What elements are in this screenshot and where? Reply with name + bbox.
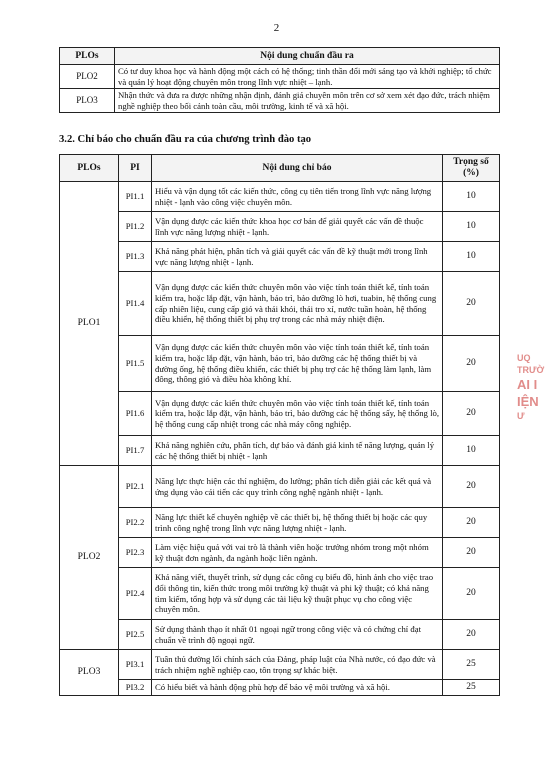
indicator-cell: Năng lực thiết kế chuyên nghiệp về các thiết bị, hệ thống thiết bị hoặc các quy trình công nghệ trong lĩnh vực năng lượng nhiệt - lạnh. [152, 508, 443, 538]
stamp-text: IỆN [517, 394, 539, 409]
plo-group-cell: PLO3 [60, 650, 119, 696]
weight-cell: 10 [443, 436, 500, 466]
section-title: 3.2. Chỉ báo cho chuẩn đầu ra của chương trình đào tạo [59, 134, 312, 145]
column-header-content: Nội dung chuẩn đầu ra [115, 48, 500, 65]
indicator-cell: Khả năng viết, thuyết trình, sử dụng các công cụ biểu đồ, hình ảnh cho việc trao đổi thông tin, kiến thức trong môi trường kỹ thuật và phi kỹ thuật; có khả năng tìm kiếm, tổng hợp và sử dụng các tài liệu kỹ thuật phục vụ cho công việc chuyên môn. [152, 568, 443, 620]
weight-cell: 20 [443, 508, 500, 538]
pi-cell: PI1.2 [119, 212, 152, 242]
page-number: 2 [273, 22, 280, 34]
indicator-cell: Sử dụng thành thạo ít nhất 01 ngoại ngữ trong công việc và có chứng chỉ đạt chuẩn về trình độ ngoại ngữ. [152, 620, 443, 650]
plo-content-table [59, 47, 500, 113]
red-seal-stamp [517, 352, 553, 452]
table-header-row [60, 155, 500, 182]
weight-cell: 20 [443, 620, 500, 650]
indicator-cell: Vận dụng được các kiến thức khoa học cơ bản để giải quyết các vấn đề thuộc lĩnh vực năng lượng nhiệt - lạnh. [152, 212, 443, 242]
pi-cell: PI3.1 [119, 650, 152, 680]
column-header-plos: PLOs [60, 48, 115, 65]
table-row [60, 89, 500, 113]
indicator-cell: Vận dụng được các kiến thức chuyên môn vào việc tính toán thiết kế, tính toán kiểm tra, hoặc lắp đặt, vận hành, bảo trì, bảo dưỡng lò hơi, tuabin, hệ thống cung cấp nhiên liệu, cung cấp gió và thải khói, thải tro xỉ, nước tuần hoàn, hệ thống điều khiển, hệ thống thiết bị phụ trợ trong các nhà máy nhiệt điện. [152, 272, 443, 336]
weight-cell: 25 [443, 680, 500, 696]
table-header-row [60, 48, 500, 65]
table-row [60, 436, 500, 466]
stamp-text: UQ [517, 353, 531, 363]
indicator-cell: Khả năng nghiên cứu, phân tích, dự báo và đánh giá kinh tế năng lượng, quản lý các hệ thống thiết bị nhiệt - lạnh [152, 436, 443, 466]
stamp-text: Ư [517, 411, 525, 421]
plo-cell: PLO3 [60, 89, 115, 113]
indicator-cell: Tuân thủ đường lối chính sách của Đảng, pháp luật của Nhà nước, có đạo đức và trách nhiệm nghề nghiệp cao, tôn trọng sự khác biệt. [152, 650, 443, 680]
indicator-cell: Vận dụng được các kiến thức chuyên môn vào việc tính toán thiết kế, tính toán kiểm tra, hoặc lắp đặt, vận hành, bảo trì, bảo dưỡng các hệ thống sấy, hệ thống lò, hệ thống cung cấp nhiệt trong các nhà máy công nghiệp. [152, 392, 443, 436]
pi-cell: PI2.2 [119, 508, 152, 538]
weight-cell: 10 [443, 212, 500, 242]
weight-cell: 10 [443, 242, 500, 272]
pi-cell: PI1.5 [119, 336, 152, 392]
pi-cell: PI1.3 [119, 242, 152, 272]
pi-cell: PI2.3 [119, 538, 152, 568]
weight-cell: 20 [443, 336, 500, 392]
pi-cell: PI2.4 [119, 568, 152, 620]
content-cell: Nhận thức và đưa ra được những nhận định, đánh giá chuyên môn trên cơ sở xem xét đạo đức, trách nhiệm nghề nghiệp theo bối cảnh toàn cầu, môi trường, kinh tế và xã hội. [115, 89, 500, 113]
stamp-text: AI I [517, 377, 538, 392]
column-header-indicator: Nội dung chỉ báo [152, 155, 443, 182]
weight-cell: 10 [443, 182, 500, 212]
plo-group-cell: PLO1 [60, 182, 119, 466]
indicator-cell: Năng lực thực hiện các thí nghiệm, đo lường; phân tích diễn giải các kết quả và ứng dụng vào cải tiến các quy trình công nghệ ngành nhiệt - lạnh. [152, 466, 443, 508]
indicator-cell: Làm việc hiệu quả với vai trò là thành viên hoặc trưởng nhóm trong một nhóm kỹ thuật đơn ngành, đa ngành hoặc liên ngành. [152, 538, 443, 568]
table-row [60, 272, 500, 336]
pi-cell: PI2.1 [119, 466, 152, 508]
plo-group-cell: PLO2 [60, 466, 119, 650]
weight-cell: 20 [443, 568, 500, 620]
performance-indicator-table [59, 154, 500, 696]
pi-cell: PI3.2 [119, 680, 152, 696]
table-row [60, 182, 500, 212]
column-header-plos: PLOs [60, 155, 119, 182]
plo-cell: PLO2 [60, 65, 115, 89]
table-row [60, 212, 500, 242]
weight-cell: 20 [443, 466, 500, 508]
pi-cell: PI1.1 [119, 182, 152, 212]
table-row [60, 650, 500, 680]
table-row [60, 538, 500, 568]
pi-cell: PI1.4 [119, 272, 152, 336]
pi-cell: PI2.5 [119, 620, 152, 650]
stamp-text: TRƯỜ [517, 365, 545, 375]
weight-cell: 25 [443, 650, 500, 680]
table-row [60, 65, 500, 89]
indicator-cell: Khả năng phát hiện, phân tích và giải quyết các vấn đề kỹ thuật mới trong lĩnh vực năng lượng nhiệt - lạnh. [152, 242, 443, 272]
weight-cell: 20 [443, 392, 500, 436]
weight-cell: 20 [443, 272, 500, 336]
table-row [60, 466, 500, 508]
pi-cell: PI1.6 [119, 392, 152, 436]
indicator-cell: Hiểu và vận dụng tốt các kiến thức, công cụ tiên tiến trong lĩnh vực năng lượng nhiệt - lạnh vào công việc chuyên môn. [152, 182, 443, 212]
indicator-cell: Có hiểu biết và hành động phù hợp để bảo vệ môi trường và xã hội. [152, 680, 443, 696]
indicator-cell: Vận dụng được các kiến thức chuyên môn vào việc tính toán thiết kế, tính toán kiểm tra, hoặc lắp đặt, vận hành, bảo trì, bảo dưỡng các hệ thống thiết bị và đường ống, hệ thống điều khiển, các thiết bị phụ trợ các hệ thống làm lạnh, làm đông, thông gió và điều hòa không khí. [152, 336, 443, 392]
content-cell: Có tư duy khoa học và hành động một cách có hệ thống; tinh thần đổi mới sáng tạo và khởi nghiệp; tổ chức và quản lý hoạt động chuyên môn trong lĩnh vực nhiệt – lạnh. [115, 65, 500, 89]
table-row [60, 620, 500, 650]
table-row [60, 392, 500, 436]
table-row [60, 336, 500, 392]
column-header-weight: Trọng số (%) [443, 155, 500, 182]
table-row [60, 508, 500, 538]
weight-cell: 20 [443, 538, 500, 568]
table-row [60, 680, 500, 696]
pi-cell: PI1.7 [119, 436, 152, 466]
table-row [60, 568, 500, 620]
table-row [60, 242, 500, 272]
column-header-pi: PI [119, 155, 152, 182]
